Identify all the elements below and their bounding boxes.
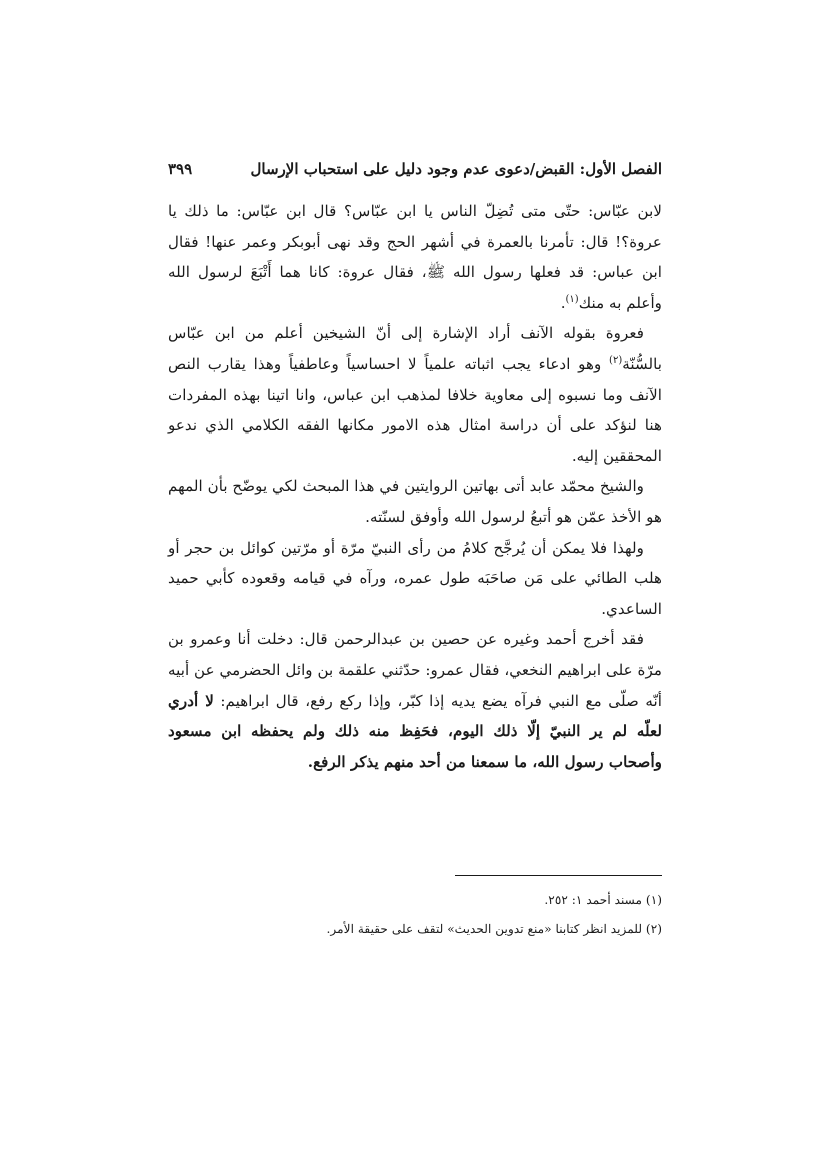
footnote-divider [455, 875, 662, 876]
running-header [168, 150, 662, 184]
paragraph-1: لابن عبّاس: حتّى متى تُضِلّ الناس يا ابن عبّاس؟ قال ابن عبّاس: ما ذلك يا عروة؟! قال: تأمرنا بالعمرة في أشهر الحج وقد نهى أبوبكر وعمر عنها! فقال ابن عباس: قد فعلها رسول الله ﷺ، فقال عروة: كانا هما أَتْبَعَ لرسول الله وأعلم به منك$^{(١)}$. [168, 202, 662, 312]
paragraph-4: ولهذا فلا يمكن أن يُرجَّح كلامُ من رأى النبيّ مرّة أو مرّتين كوائل بن حجر أو هلب الطائي على مَن صاحَبَه طول عمره، ورآه في قيامه وقعوده كأبي حميد الساعدي. [168, 538, 662, 618]
page-number: ٣٩٩ [168, 160, 193, 178]
footnote-ref-2[interactable]: (٢) [609, 354, 623, 366]
paragraph-5: فقد أخرج أحمد وغيره عن حصين بن عبدالرحمن قال: دخلت أنا وعمرو بن مرّة على ابراهيم النخعي، فقال عمرو: حدّثني علقمة بن وائل الحضرمي عن أبيه أنّه صلّى مع النبي فرآه يضع يديه إذا كبّر، وإذا ركع رفع، قال ابراهيم: لا أدري لعلّه لم ير النبيّ إلّا ذلك اليوم، فحَفِظ منه ذلك ولم يحفظه ابن مسعود وأصحاب رسول الله، ما سمعنا من أحد منهم يذكر الرفع. [168, 630, 662, 771]
footnote-1: (١) مسند أحمد ١: ٢٥٢. [544, 893, 662, 907]
chapter-title: الفصل الأول: القبض/دعوى عدم وجود دليل على استحباب الإرسال [250, 160, 662, 178]
footnote-2: (٢) للمزيد انظر كتابنا «منع تدوين الحديث» لتقف على حقيقة الأمر. [326, 922, 662, 936]
footnote-ref-1[interactable]: (١) [565, 293, 579, 305]
bold-quote: لا أدري لعلّه لم ير النبيّ إلّا ذلك اليوم، فحَفِظ منه ذلك ولم يحفظه ابن مسعود وأصحاب رسول الله، ما سمعنا من أحد منهم يذكر الرفع. [168, 691, 662, 771]
paragraph-2: فعروة بقوله الآنف أراد الإشارة إلى أنّ الشيخين أعلم من ابن عبّاس بالسُّنّة$^{(٢)}$ وهو ادعاء يجب اثباته علمياً لا احساسياً وعاطفياً وهذا يقارب النص الآنف وما نسبوه إلى معاوية خلافا لمذهب ابن عباس، وانا اتينا بهذه المفردات هنا لنؤكد على أن دراسة امثال هذه الامور مكانها الفقه الكلامي الذي ندعو المحققين إليه. [168, 324, 662, 465]
paragraph-3: والشيخ محمّد عابد أتى بهاتين الروايتين في هذا المبحث لكي يوضّح بأن المهم هو الأخذ عمّن هو أتبعُ لرسول الله وأوفق لسنّته. [168, 477, 662, 526]
footnotes [168, 886, 662, 944]
main-text [168, 196, 662, 777]
